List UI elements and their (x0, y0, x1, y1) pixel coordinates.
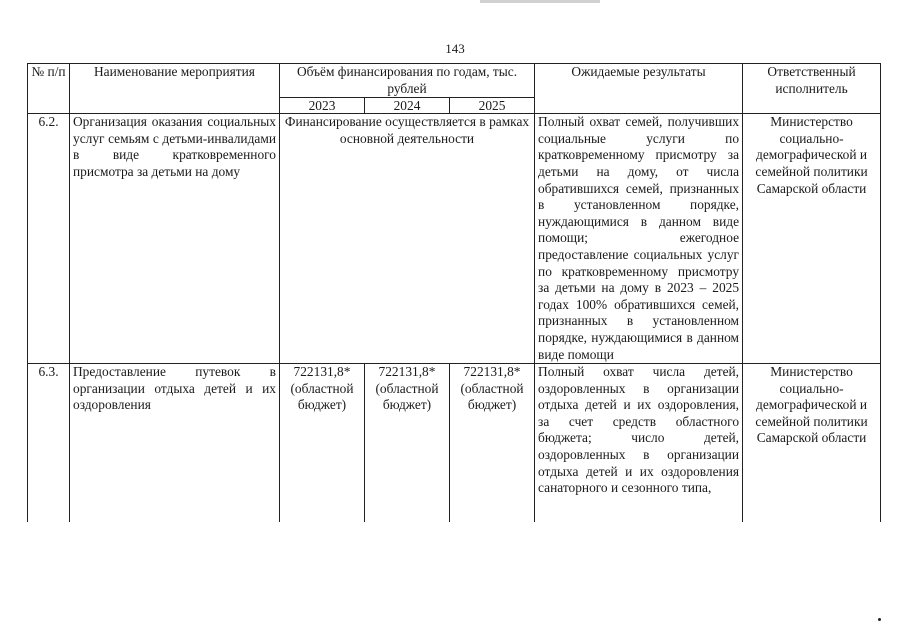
header-year-2024: 2024 (365, 98, 450, 114)
funding-value: 722131,8* (463, 364, 521, 380)
header-results: Ожидаемые результаты (535, 64, 743, 114)
table-row (28, 114, 881, 364)
header-year-2023: 2023 (280, 98, 365, 114)
program-table-container (27, 63, 881, 522)
funding-2024 (365, 364, 450, 523)
funding-value: 722131,8* (293, 364, 351, 380)
scan-top-edge (0, 0, 910, 3)
funding-merged: Финансирование осуществляется в рамках основной деятельности (280, 114, 535, 364)
header-year-2025: 2025 (450, 98, 535, 114)
page-number: 143 (445, 41, 465, 56)
expected-results: Полный охват семей, получивших социальные услуги по кратковременному присмотру за детьми на дому, от числа обратившихся семей, признанных в установленном порядке, нуждающимися в данном виде помощи; ежегодное предоставление социальных услуг по кратковременному присмотру за детьми на дому в 2023 – 2025 годах 100% обратившихся семей, признанных в установленном порядке, нуждающимися в данном виде помощи (535, 114, 743, 364)
header-num: № п/п (28, 64, 70, 114)
row-number: 6.2. (28, 114, 70, 364)
funding-2025 (450, 364, 535, 523)
funding-value: 722131,8* (378, 364, 436, 380)
header-name: Наименование мероприятия (70, 64, 280, 114)
expected-results: Полный охват числа детей, оздоровленных в организации отдыха детей и их оздоровления, за счет средств областного бюджета; число детей, оздоровленных в организации отдыха детей и их оздоровления санаторного и сезонного типа, (535, 364, 743, 523)
responsible-executor: Министерство социально-демографической и семейной политики Самарской области (743, 364, 881, 523)
row-number: 6.3. (28, 364, 70, 523)
header-funding: Объём финансирования по годам, тыс. рублей (280, 64, 535, 98)
funding-source: (областной бюджет) (460, 380, 524, 413)
table-row (28, 364, 881, 523)
header-row (28, 64, 881, 98)
responsible-executor: Министерство социально-демографической и семейной политики Самарской области (743, 114, 881, 364)
program-measures-table (27, 63, 881, 522)
measure-name: Предоставление путевок в организации отдыха детей и их оздоровления (70, 364, 280, 523)
funding-source: (областной бюджет) (290, 380, 354, 413)
header-responsible: Ответственный исполнитель (743, 64, 881, 114)
measure-name: Организация оказания социальных услуг семьям с детьми-инвалидами в виде кратковременного присмотра за детьми на дому (70, 114, 280, 364)
funding-source: (областной бюджет) (375, 380, 439, 413)
scan-speck (878, 618, 881, 621)
funding-2023 (280, 364, 365, 523)
